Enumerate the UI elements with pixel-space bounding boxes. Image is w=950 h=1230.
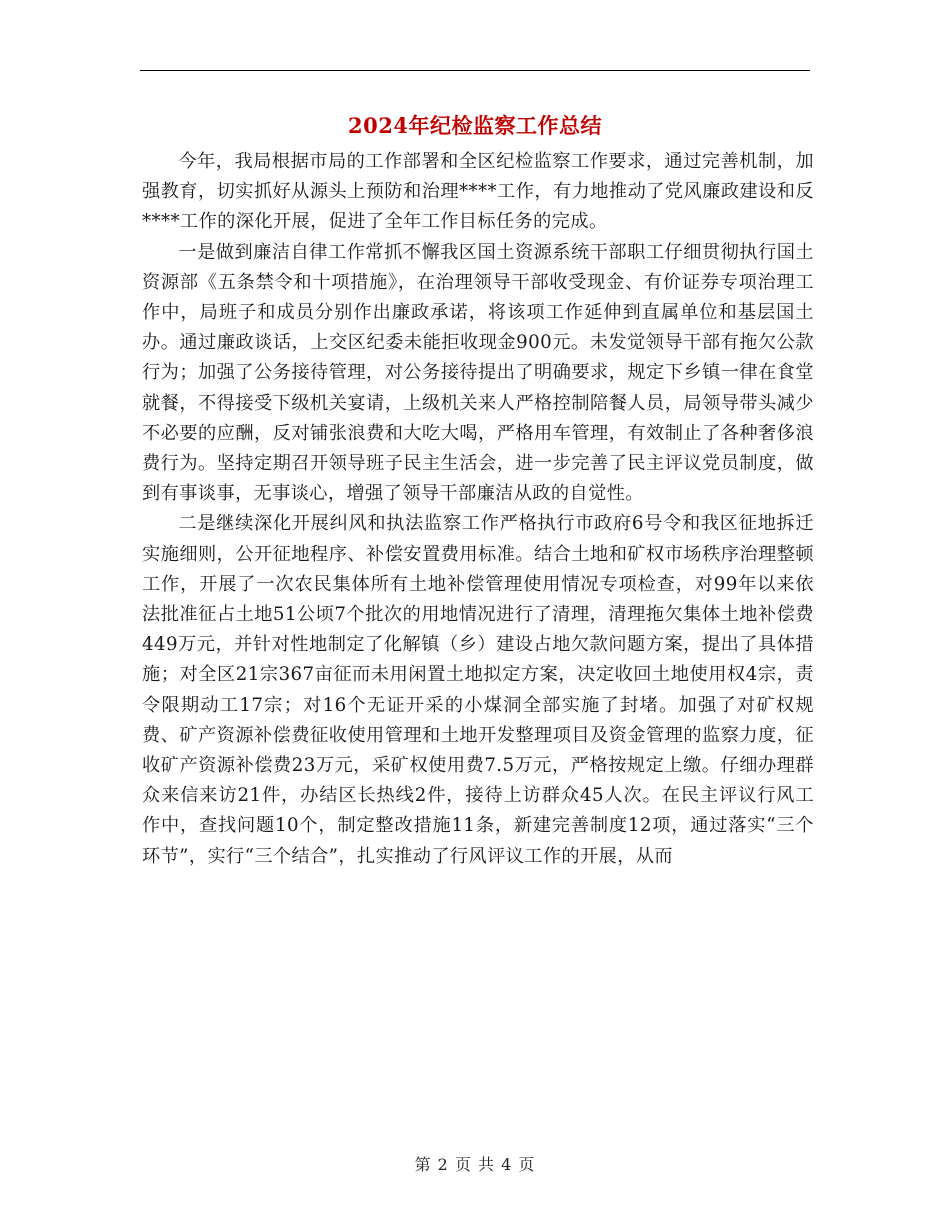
paragraph-self-discipline: 一是做到廉洁自律工作常抓不懈我区国土资源系统干部职工仔细贯彻执行国土资源部《五条禁令和十项措施》，在治理领导干部收受现金、有价证券专项治理工作中，局班子和成员分别作出廉政承诺，将该项工作延伸到直属单位和基层国土办。通过廉政谈话，上交区纪委未能拒收现金900元。未发觉领导干部有拖欠公款行为；加强了公务接待管理，对公务接待提出了明确要求，规定下乡镇一律在食堂就餐，不得接受下级机关宴请，上级机关来人严格控制陪餐人员，局领导带头减少不必要的应酬，反对铺张浪费和大吃大喝，严格用车管理，有效制止了各种奢侈浪费行为。坚持定期召开领导班子民主生活会，进一步完善了民主评议党员制度，做到有事谈事，无事谈心，增强了领导干部廉洁从政的自觉性。 [142,241,814,505]
paragraph-supervision: 二是继续深化开展纠风和执法监察工作严格执行市政府6号令和我区征地拆迁实施细则，公开征地程序、补偿安置费用标准。结合土地和矿权市场秩序治理整顿工作，开展了一次农民集体所有土地补偿管理使用情况专项检查，对99年以来依法批准征占土地51公顷7个批次的用地情况进行了清理，清理拖欠集体土地补偿费449万元，并针对性地制定了化解镇（乡）建设占地欠款问题方案，提出了具体措施；对全区21宗367亩征而未用闲置土地拟定方案，决定收回土地使用权4宗，责令限期动工17宗；对16个无证开采的小煤洞全部实施了封堵。加强了对矿权规费、矿产资源补偿费征收使用管理和土地开发整理项目及资金管理的监察力度，征收矿产资源补偿费23万元，采矿权使用费7.5万元，严格按规定上缴。仔细办理群众来信来访21件，办结区长热线2件，接待上访群众45人次。在民主评议行风工作中，查找问题10个，制定整改措施11条，新建完善制度12项，通过落实“三个环节”，实行“三个结合”，扎实推动了行风评议工作的开展，从而 [142,513,814,867]
document-body [142,147,814,872]
header-rule [140,70,810,71]
paragraph-intro: 今年，我局根据市局的工作部署和全区纪检监察工作要求，通过完善机制，加强教育，切实抓好从源头上预防和治理****工作，有力地推动了党风廉政建设和反****工作的深化开展，促进了全年工作目标任务的完成。 [142,151,814,233]
page-number-footer: 第 2 页 共 4 页 [414,1155,536,1174]
document-title: 2024年纪检监察工作总结 [348,113,602,138]
